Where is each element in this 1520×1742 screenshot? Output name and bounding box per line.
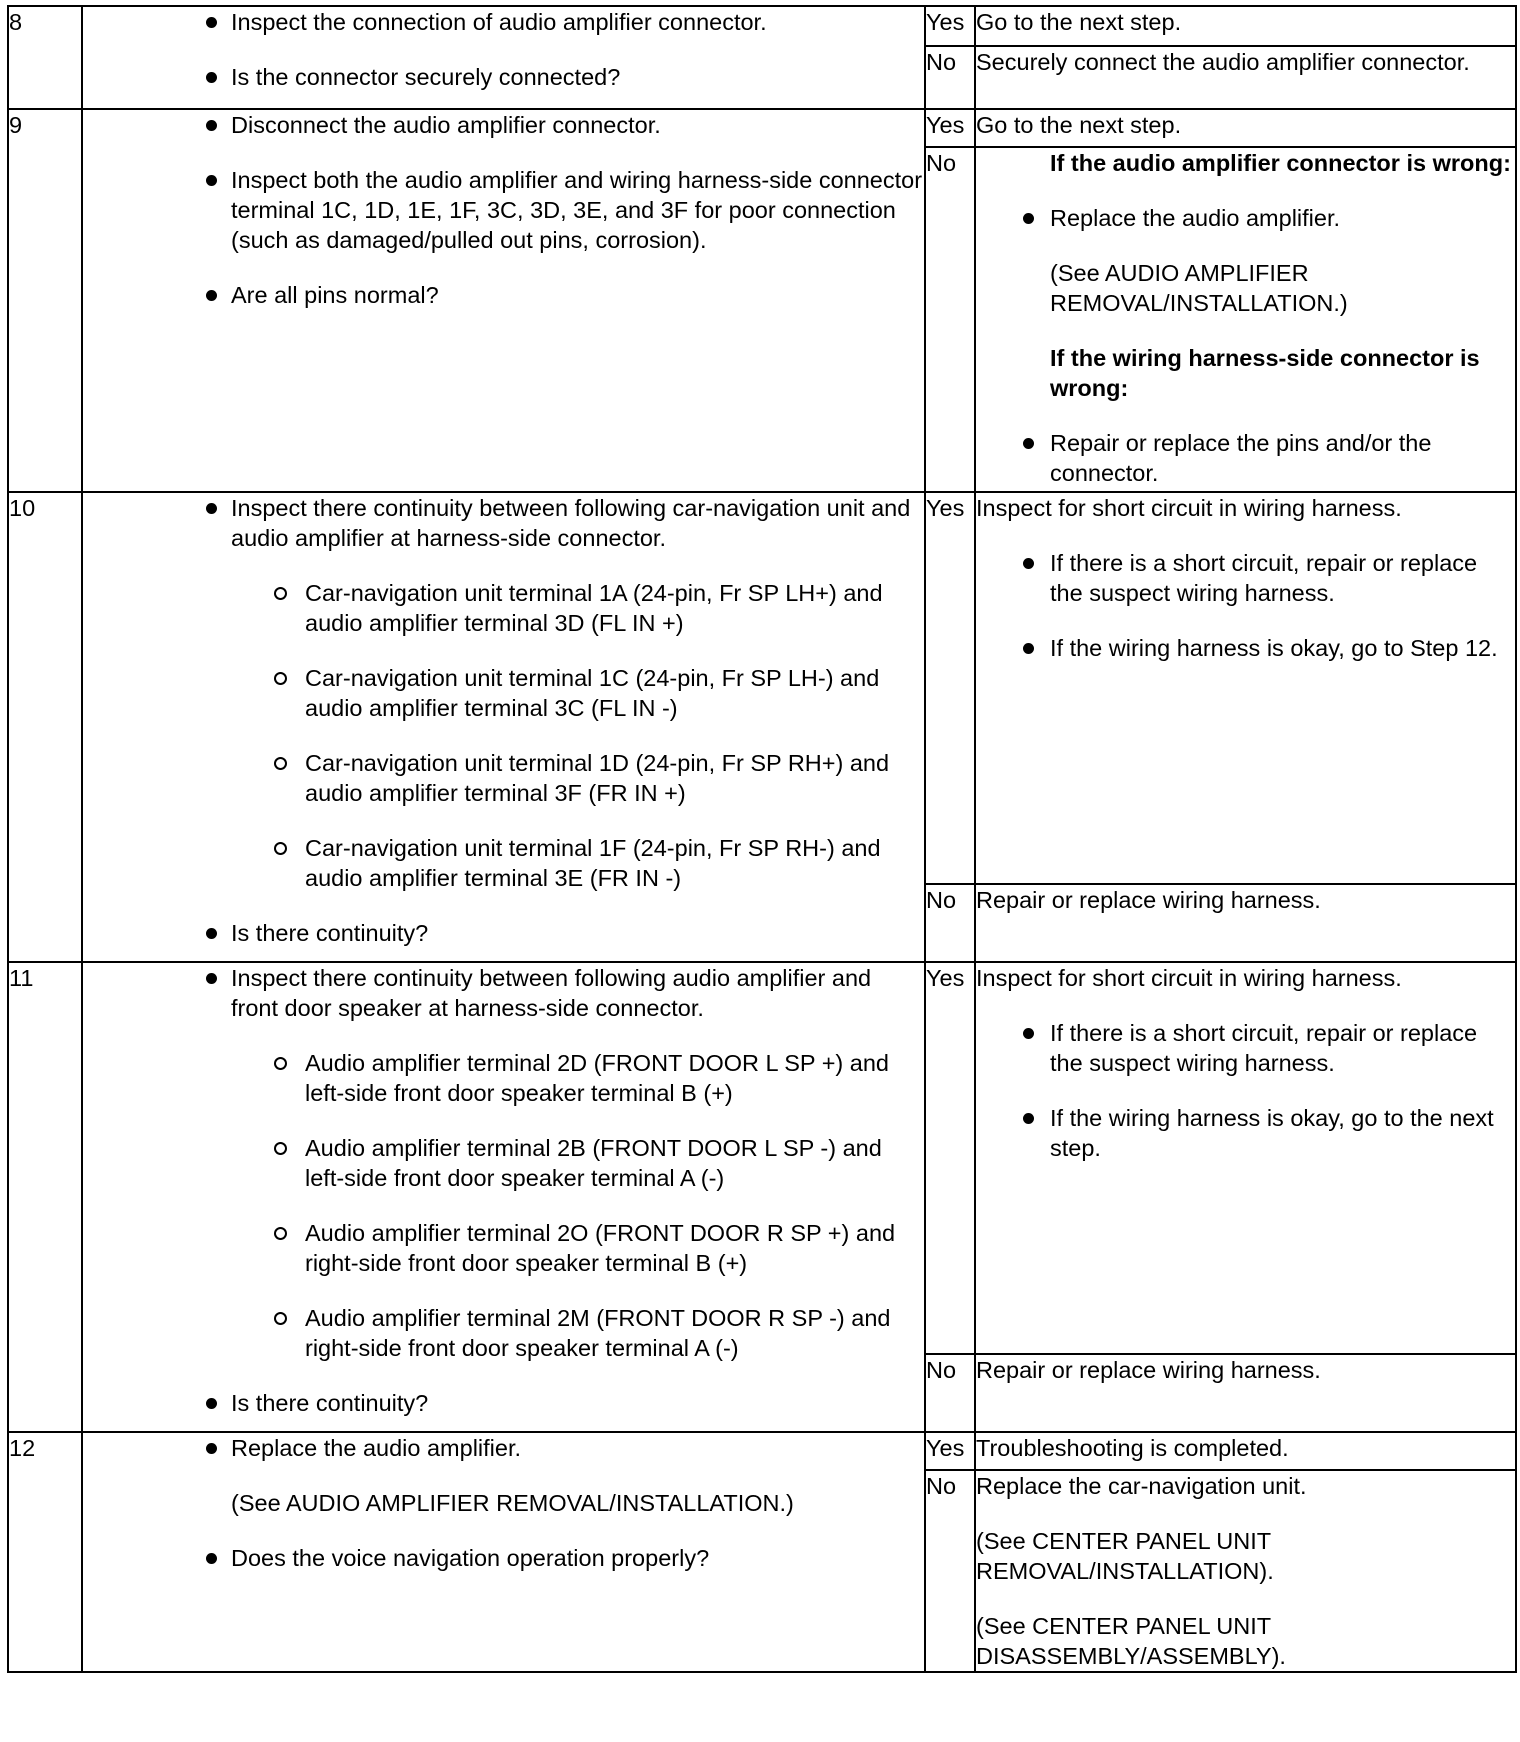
sub-item: Car-navigation unit terminal 1C (24-pin, Fr SP LH-) and audio amplifier terminal 3C (FL IN -) (83, 663, 924, 723)
bullet-dot-icon (206, 17, 217, 28)
reference-note: (See CENTER PANEL UNIT DISASSEMBLY/ASSEMBLY). (976, 1613, 1286, 1669)
bullet-dot-icon (206, 503, 217, 514)
action-yes: Inspect for short circuit in wiring harness. If there is a short circuit, repair or replace the suspect wiring harness. If the wiring harness is okay, go to the next step. (975, 962, 1516, 1354)
step-number: 8 (8, 6, 82, 109)
bullet-dot-icon (1023, 438, 1034, 449)
bullet-dot-icon (1023, 1113, 1034, 1124)
action-no: Repair or replace wiring harness. (975, 884, 1516, 962)
inspection-cell (82, 6, 925, 109)
action-bullet: Repair or replace the pins and/or the connector. (976, 428, 1515, 488)
circle-bullet-icon (274, 1227, 287, 1240)
bullet-dot-icon (206, 1553, 217, 1564)
step-number: 11 (8, 962, 82, 1432)
bullet-dot-icon (206, 973, 217, 984)
inspection-bullet: Inspect there continuity between following audio amplifier and front door speaker at harness-side connector. (83, 963, 924, 1023)
step-row-11 (8, 962, 1516, 1354)
inspection-bullet: Is there continuity? (83, 918, 924, 948)
inspection-bullet: Inspect both the audio amplifier and wiring harness-side connector terminal 1C, 1D, 1E, 1F, 3C, 3D, 3E, and 3F for poor connection (such as damaged/pulled out pins, corrosion). (83, 165, 924, 255)
inspection-bullet: Inspect there continuity between following car-navigation unit and audio amplifier at harness-side connector. (83, 493, 924, 553)
action-bullet: If there is a short circuit, repair or replace the suspect wiring harness. (976, 1018, 1515, 1078)
action-bullet: If the wiring harness is okay, go to Step 12. (976, 633, 1515, 663)
troubleshooting-table (7, 5, 1517, 1673)
inspection-cell (82, 962, 925, 1432)
reference-note: (See AUDIO AMPLIFIER REMOVAL/INSTALLATION.) (1050, 260, 1348, 316)
result-yes: Yes (925, 6, 975, 46)
bullet-dot-icon (206, 120, 217, 131)
result-no: No (925, 147, 975, 492)
sub-item: Audio amplifier terminal 2D (FRONT DOOR L SP +) and left-side front door speaker terminal B (+) (83, 1048, 924, 1108)
action-yes: Inspect for short circuit in wiring harness. If there is a short circuit, repair or replace the suspect wiring harness. If the wiring harness is okay, go to Step 12. (975, 492, 1516, 884)
circle-bullet-icon (274, 672, 287, 685)
step-number: 10 (8, 492, 82, 962)
result-yes: Yes (925, 962, 975, 1354)
inspection-bullet: Replace the audio amplifier. (83, 1433, 924, 1463)
result-no: No (925, 884, 975, 962)
bullet-dot-icon (206, 72, 217, 83)
result-yes: Yes (925, 492, 975, 884)
step-row-10 (8, 492, 1516, 884)
sub-item: Car-navigation unit terminal 1F (24-pin, Fr SP RH-) and audio amplifier terminal 3E (FR IN -) (83, 833, 924, 893)
circle-bullet-icon (274, 1057, 287, 1070)
step-row-12 (8, 1432, 1516, 1470)
sub-item: Car-navigation unit terminal 1D (24-pin, Fr SP RH+) and audio amplifier terminal 3F (FR IN +) (83, 748, 924, 808)
sub-item: Car-navigation unit terminal 1A (24-pin, Fr SP LH+) and audio amplifier terminal 3D (FL IN +) (83, 578, 924, 638)
bullet-dot-icon (1023, 1028, 1034, 1039)
circle-bullet-icon (274, 587, 287, 600)
action-yes: Go to the next step. (975, 109, 1516, 147)
step-number: 9 (8, 109, 82, 492)
reference-note: (See CENTER PANEL UNIT REMOVAL/INSTALLATION). (976, 1528, 1274, 1584)
action-no: Securely connect the audio amplifier connector. (975, 46, 1516, 109)
result-yes: Yes (925, 1432, 975, 1470)
action-no: Replace the car-navigation unit. (See CENTER PANEL UNIT REMOVAL/INSTALLATION). (See CENTER PANEL UNIT DISASSEMBLY/ASSEMBLY). (975, 1470, 1516, 1672)
step-row-9 (8, 109, 1516, 147)
sub-item: Audio amplifier terminal 2B (FRONT DOOR L SP -) and left-side front door speaker terminal A (-) (83, 1133, 924, 1193)
action-no: Repair or replace wiring harness. (975, 1354, 1516, 1432)
inspection-bullet: Disconnect the audio amplifier connector. (83, 110, 924, 140)
inspection-bullet: Is the connector securely connected? (83, 62, 924, 92)
action-bullet: If the wiring harness is okay, go to the next step. (976, 1103, 1515, 1163)
result-no: No (925, 1470, 975, 1672)
step-row-8 (8, 6, 1516, 46)
result-yes: Yes (925, 109, 975, 147)
inspection-cell (82, 109, 925, 492)
result-no: No (925, 1354, 975, 1432)
sub-item: Audio amplifier terminal 2O (FRONT DOOR R SP +) and right-side front door speaker terminal B (+) (83, 1218, 924, 1278)
circle-bullet-icon (274, 1312, 287, 1325)
action-bullet: If there is a short circuit, repair or replace the suspect wiring harness. (976, 548, 1515, 608)
inspection-bullet: Inspect the connection of audio amplifier connector. (83, 7, 924, 37)
bullet-dot-icon (206, 290, 217, 301)
inspection-cell (82, 1432, 925, 1672)
result-no: No (925, 46, 975, 109)
circle-bullet-icon (274, 757, 287, 770)
bullet-dot-icon (206, 1443, 217, 1454)
action-bullet: Replace the audio amplifier. (976, 203, 1515, 233)
inspection-cell (82, 492, 925, 962)
bullet-dot-icon (1023, 643, 1034, 654)
circle-bullet-icon (274, 842, 287, 855)
condition-heading: If the audio amplifier connector is wrong: (1050, 150, 1511, 176)
circle-bullet-icon (274, 1142, 287, 1155)
inspection-bullet: Are all pins normal? (83, 280, 924, 310)
bullet-dot-icon (206, 175, 217, 186)
action-yes: Troubleshooting is completed. (975, 1432, 1516, 1470)
bullet-dot-icon (1023, 213, 1034, 224)
bullet-dot-icon (1023, 558, 1034, 569)
inspection-bullet: Is there continuity? (83, 1388, 924, 1418)
inspection-bullet: Does the voice navigation operation properly? (83, 1543, 924, 1573)
step-number: 12 (8, 1432, 82, 1672)
bullet-dot-icon (206, 928, 217, 939)
condition-heading: If the wiring harness-side connector is wrong: (1050, 345, 1480, 401)
action-yes: Go to the next step. (975, 6, 1516, 46)
bullet-dot-icon (206, 1398, 217, 1409)
sub-item: Audio amplifier terminal 2M (FRONT DOOR R SP -) and right-side front door speaker terminal A (-) (83, 1303, 924, 1363)
reference-note: (See AUDIO AMPLIFIER REMOVAL/INSTALLATION.) (231, 1490, 794, 1516)
action-no (975, 147, 1516, 492)
